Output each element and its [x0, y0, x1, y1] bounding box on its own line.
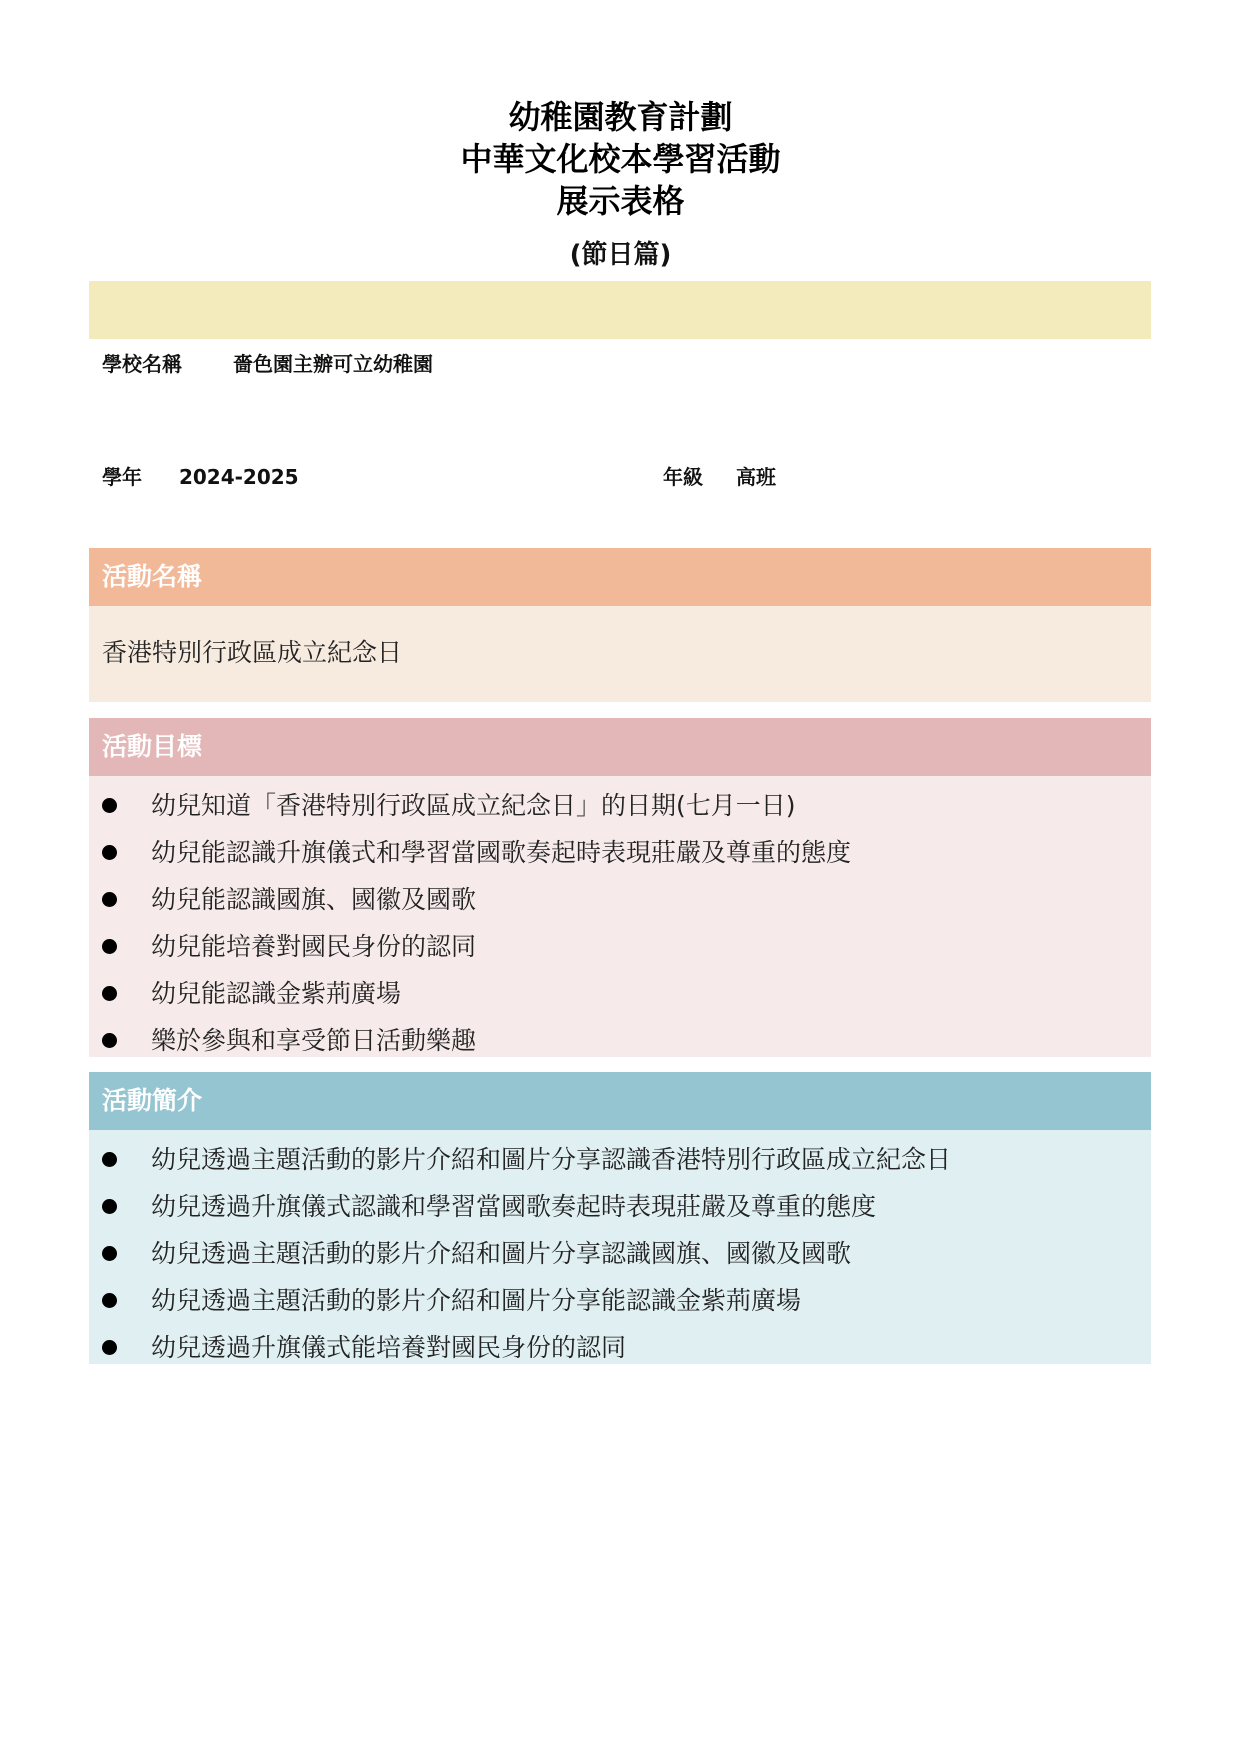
- document-subtitle: (節日篇): [569, 240, 672, 270]
- introduction-list: [89, 1130, 1151, 1371]
- title-line-2: 中華文化校本學習活動: [460, 140, 781, 178]
- yellow-band: [89, 281, 1151, 339]
- objectives-heading: 活動目標: [89, 718, 1151, 776]
- list-item: 幼兒知道「香港特別行政區成立紀念日」的日期(七月一日): [89, 782, 1151, 829]
- list-item: 幼兒透過主題活動的影片介紹和圖片分享能認識金紫荊廣場: [89, 1277, 1151, 1324]
- list-item: 幼兒透過主題活動的影片介紹和圖片分享認識國旗、國徽及國歌: [89, 1230, 1151, 1277]
- title-line-3: 展示表格: [556, 182, 685, 220]
- list-item: 幼兒能培養對國民身份的認同: [89, 923, 1151, 970]
- title-line-1: 幼稚園教育計劃: [508, 98, 733, 136]
- school-label: 學校名稱: [102, 352, 182, 376]
- school-row: [102, 350, 433, 378]
- list-item: 樂於參與和享受節日活動樂趣: [89, 1017, 1151, 1064]
- year-label: 學年: [102, 465, 142, 489]
- activity-name-text: 香港特別行政區成立紀念日: [102, 638, 403, 667]
- list-item: 幼兒能認識國旗、國徽及國歌: [89, 876, 1151, 923]
- year-row: [102, 463, 299, 491]
- list-item: 幼兒透過升旗儀式能培養對國民身份的認同: [89, 1324, 1151, 1371]
- grade-value: 高班: [735, 465, 776, 489]
- list-item: 幼兒能認識升旗儀式和學習當國歌奏起時表現莊嚴及尊重的態度: [89, 829, 1151, 876]
- grade-label: 年級: [663, 465, 703, 489]
- document-title: [0, 96, 1241, 222]
- list-item: 幼兒透過升旗儀式認識和學習當國歌奏起時表現莊嚴及尊重的態度: [89, 1183, 1151, 1230]
- introduction-heading: 活動簡介: [89, 1072, 1151, 1130]
- grade-row: [663, 463, 776, 491]
- activity-name-heading: 活動名稱: [89, 548, 1151, 606]
- objectives-list: [89, 776, 1151, 1064]
- activity-name-body: [89, 606, 1151, 702]
- list-item: 幼兒透過主題活動的影片介紹和圖片分享認識香港特別行政區成立紀念日: [89, 1136, 1151, 1183]
- introduction-body: [89, 1130, 1151, 1364]
- school-value: 嗇色園主辦可立幼稚園: [232, 352, 433, 376]
- list-item: 幼兒能認識金紫荊廣場: [89, 970, 1151, 1017]
- objectives-body: [89, 776, 1151, 1057]
- year-value: 2024-2025: [178, 465, 299, 489]
